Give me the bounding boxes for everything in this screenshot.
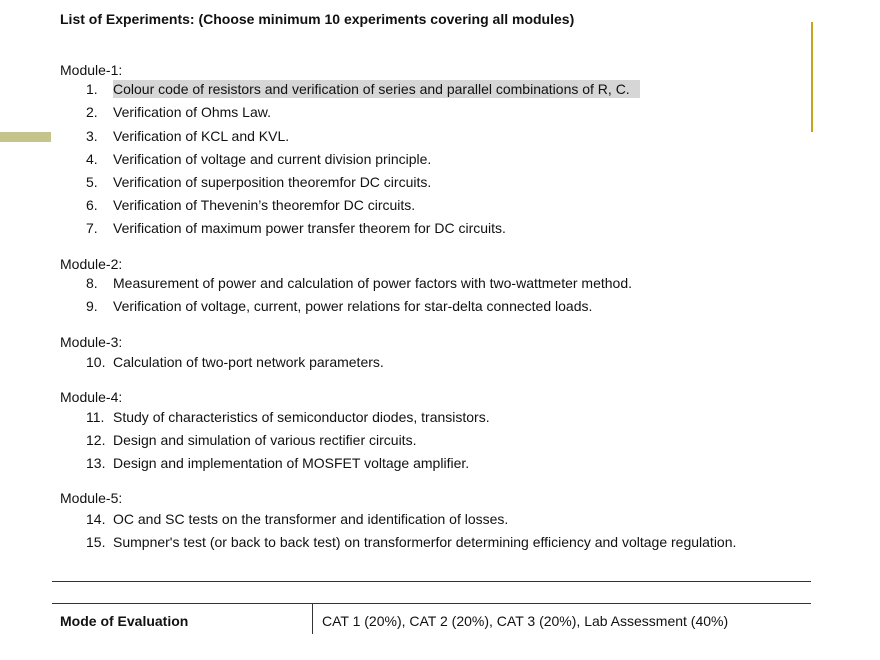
experiment-number: 11. xyxy=(86,409,105,425)
experiment-item[interactable] xyxy=(86,454,469,472)
experiment-number: 7. xyxy=(86,220,98,236)
table-cell-divider xyxy=(312,604,313,634)
experiment-item[interactable] xyxy=(86,127,289,145)
table-border-row xyxy=(52,603,811,604)
evaluation-label: Mode of Evaluation xyxy=(60,613,189,629)
experiment-text: Verification of superposition theoremfor DC circuits. xyxy=(113,174,432,190)
experiment-text: Verification of KCL and KVL. xyxy=(113,128,290,144)
experiment-item[interactable] xyxy=(86,533,736,551)
experiment-number: 8. xyxy=(86,275,98,291)
experiment-item[interactable] xyxy=(86,80,640,98)
experiment-text-selected[interactable]: Colour code of resistors and verification of series and parallel combinations of R, C. xyxy=(113,80,640,98)
experiment-number: 4. xyxy=(86,151,98,167)
experiment-text: Verification of voltage, current, power relations for star-delta connected loads. xyxy=(113,298,593,314)
experiment-text: Measurement of power and calculation of power factors with two-wattmeter method. xyxy=(113,275,633,291)
experiment-item[interactable] xyxy=(86,219,506,237)
experiment-number: 3. xyxy=(86,128,98,144)
experiment-number: 1. xyxy=(86,81,98,97)
experiment-item[interactable] xyxy=(86,431,416,449)
experiment-text: OC and SC tests on the transformer and identification of losses. xyxy=(113,511,509,527)
experiment-text: Design and implementation of MOSFET voltage amplifier. xyxy=(113,455,470,471)
experiment-item[interactable] xyxy=(86,274,632,292)
module-4-heading: Module-4: xyxy=(60,389,123,405)
experiment-text: Calculation of two-port network parameters. xyxy=(113,354,384,370)
experiment-item[interactable] xyxy=(86,103,271,121)
table-border-top xyxy=(52,581,811,582)
experiment-text: Study of characteristics of semiconductor diodes, transistors. xyxy=(113,409,490,425)
experiment-number: 12. xyxy=(86,432,106,448)
page-title: List of Experiments: (Choose minimum 10 experiments covering all modules) xyxy=(60,11,575,27)
experiment-number: 13. xyxy=(86,455,106,471)
experiment-item[interactable] xyxy=(86,510,508,528)
experiment-text: Verification of Ohms Law. xyxy=(113,104,271,120)
experiment-number: 9. xyxy=(86,298,98,314)
experiment-number: 5. xyxy=(86,174,98,190)
evaluation-value: CAT 1 (20%), CAT 2 (20%), CAT 3 (20%), Lab Assessment (40%) xyxy=(322,613,729,629)
experiment-number: 15. xyxy=(86,534,106,550)
experiment-item[interactable] xyxy=(86,408,490,426)
experiment-item[interactable] xyxy=(86,150,431,168)
module-1-heading: Module-1: xyxy=(60,62,123,78)
experiment-item[interactable] xyxy=(86,173,431,191)
experiment-text: Verification of maximum power transfer theorem for DC circuits. xyxy=(113,220,506,236)
module-2-heading: Module-2: xyxy=(60,256,123,272)
margin-marker xyxy=(0,132,51,142)
experiment-text: Verification of voltage and current division principle. xyxy=(113,151,432,167)
experiment-item[interactable] xyxy=(86,297,592,315)
module-3-heading: Module-3: xyxy=(60,334,123,350)
experiment-number: 14. xyxy=(86,511,106,527)
experiment-item[interactable] xyxy=(86,353,384,371)
module-5-heading: Module-5: xyxy=(60,490,123,506)
experiment-text: Sumpner's test (or back to back test) on transformerfor determining efficiency and voltage regulation. xyxy=(113,534,737,550)
experiment-number: 6. xyxy=(86,197,98,213)
experiment-text: Verification of Thevenin’s theoremfor DC circuits. xyxy=(113,197,416,213)
experiment-text: Design and simulation of various rectifier circuits. xyxy=(113,432,417,448)
experiment-number: 2. xyxy=(86,104,98,120)
experiment-number: 10. xyxy=(86,354,106,370)
text-cursor-bar xyxy=(811,22,813,132)
experiment-item[interactable] xyxy=(86,196,415,214)
